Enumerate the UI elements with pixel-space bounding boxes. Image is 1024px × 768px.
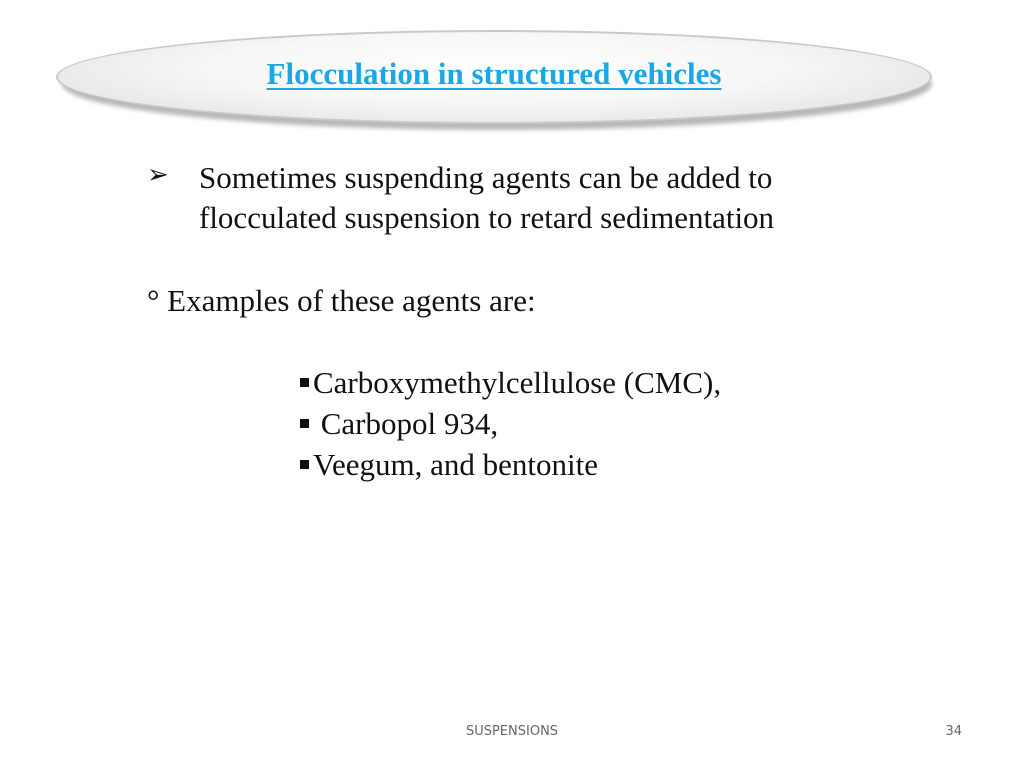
square-bullet-icon <box>300 460 309 469</box>
title-banner <box>56 30 932 124</box>
examples-list <box>300 363 900 486</box>
square-bullet-icon <box>300 378 309 387</box>
arrow-bullet-icon: ➢ <box>147 160 169 190</box>
slide-title: Flocculation in structured vehicles <box>266 56 722 91</box>
footer-label: SUSPENSIONS <box>465 724 559 739</box>
list-item <box>300 404 900 445</box>
bullet-line-1: Sometimes suspending agents can be added to <box>199 160 773 195</box>
list-item <box>300 445 900 486</box>
list-item <box>300 363 900 404</box>
examples-intro: ° Examples of these agents are: <box>147 283 536 318</box>
list-item-text: Carboxymethylcellulose (CMC), <box>313 365 722 400</box>
page-number: 34 <box>945 724 962 739</box>
list-item-text: Carbopol 934, <box>313 406 499 441</box>
bullet-line-2: flocculated suspension to retard sedimentation <box>199 200 775 235</box>
bullet-paragraph <box>199 158 919 238</box>
list-item-text: Veegum, and bentonite <box>313 447 598 482</box>
square-bullet-icon <box>300 419 309 428</box>
